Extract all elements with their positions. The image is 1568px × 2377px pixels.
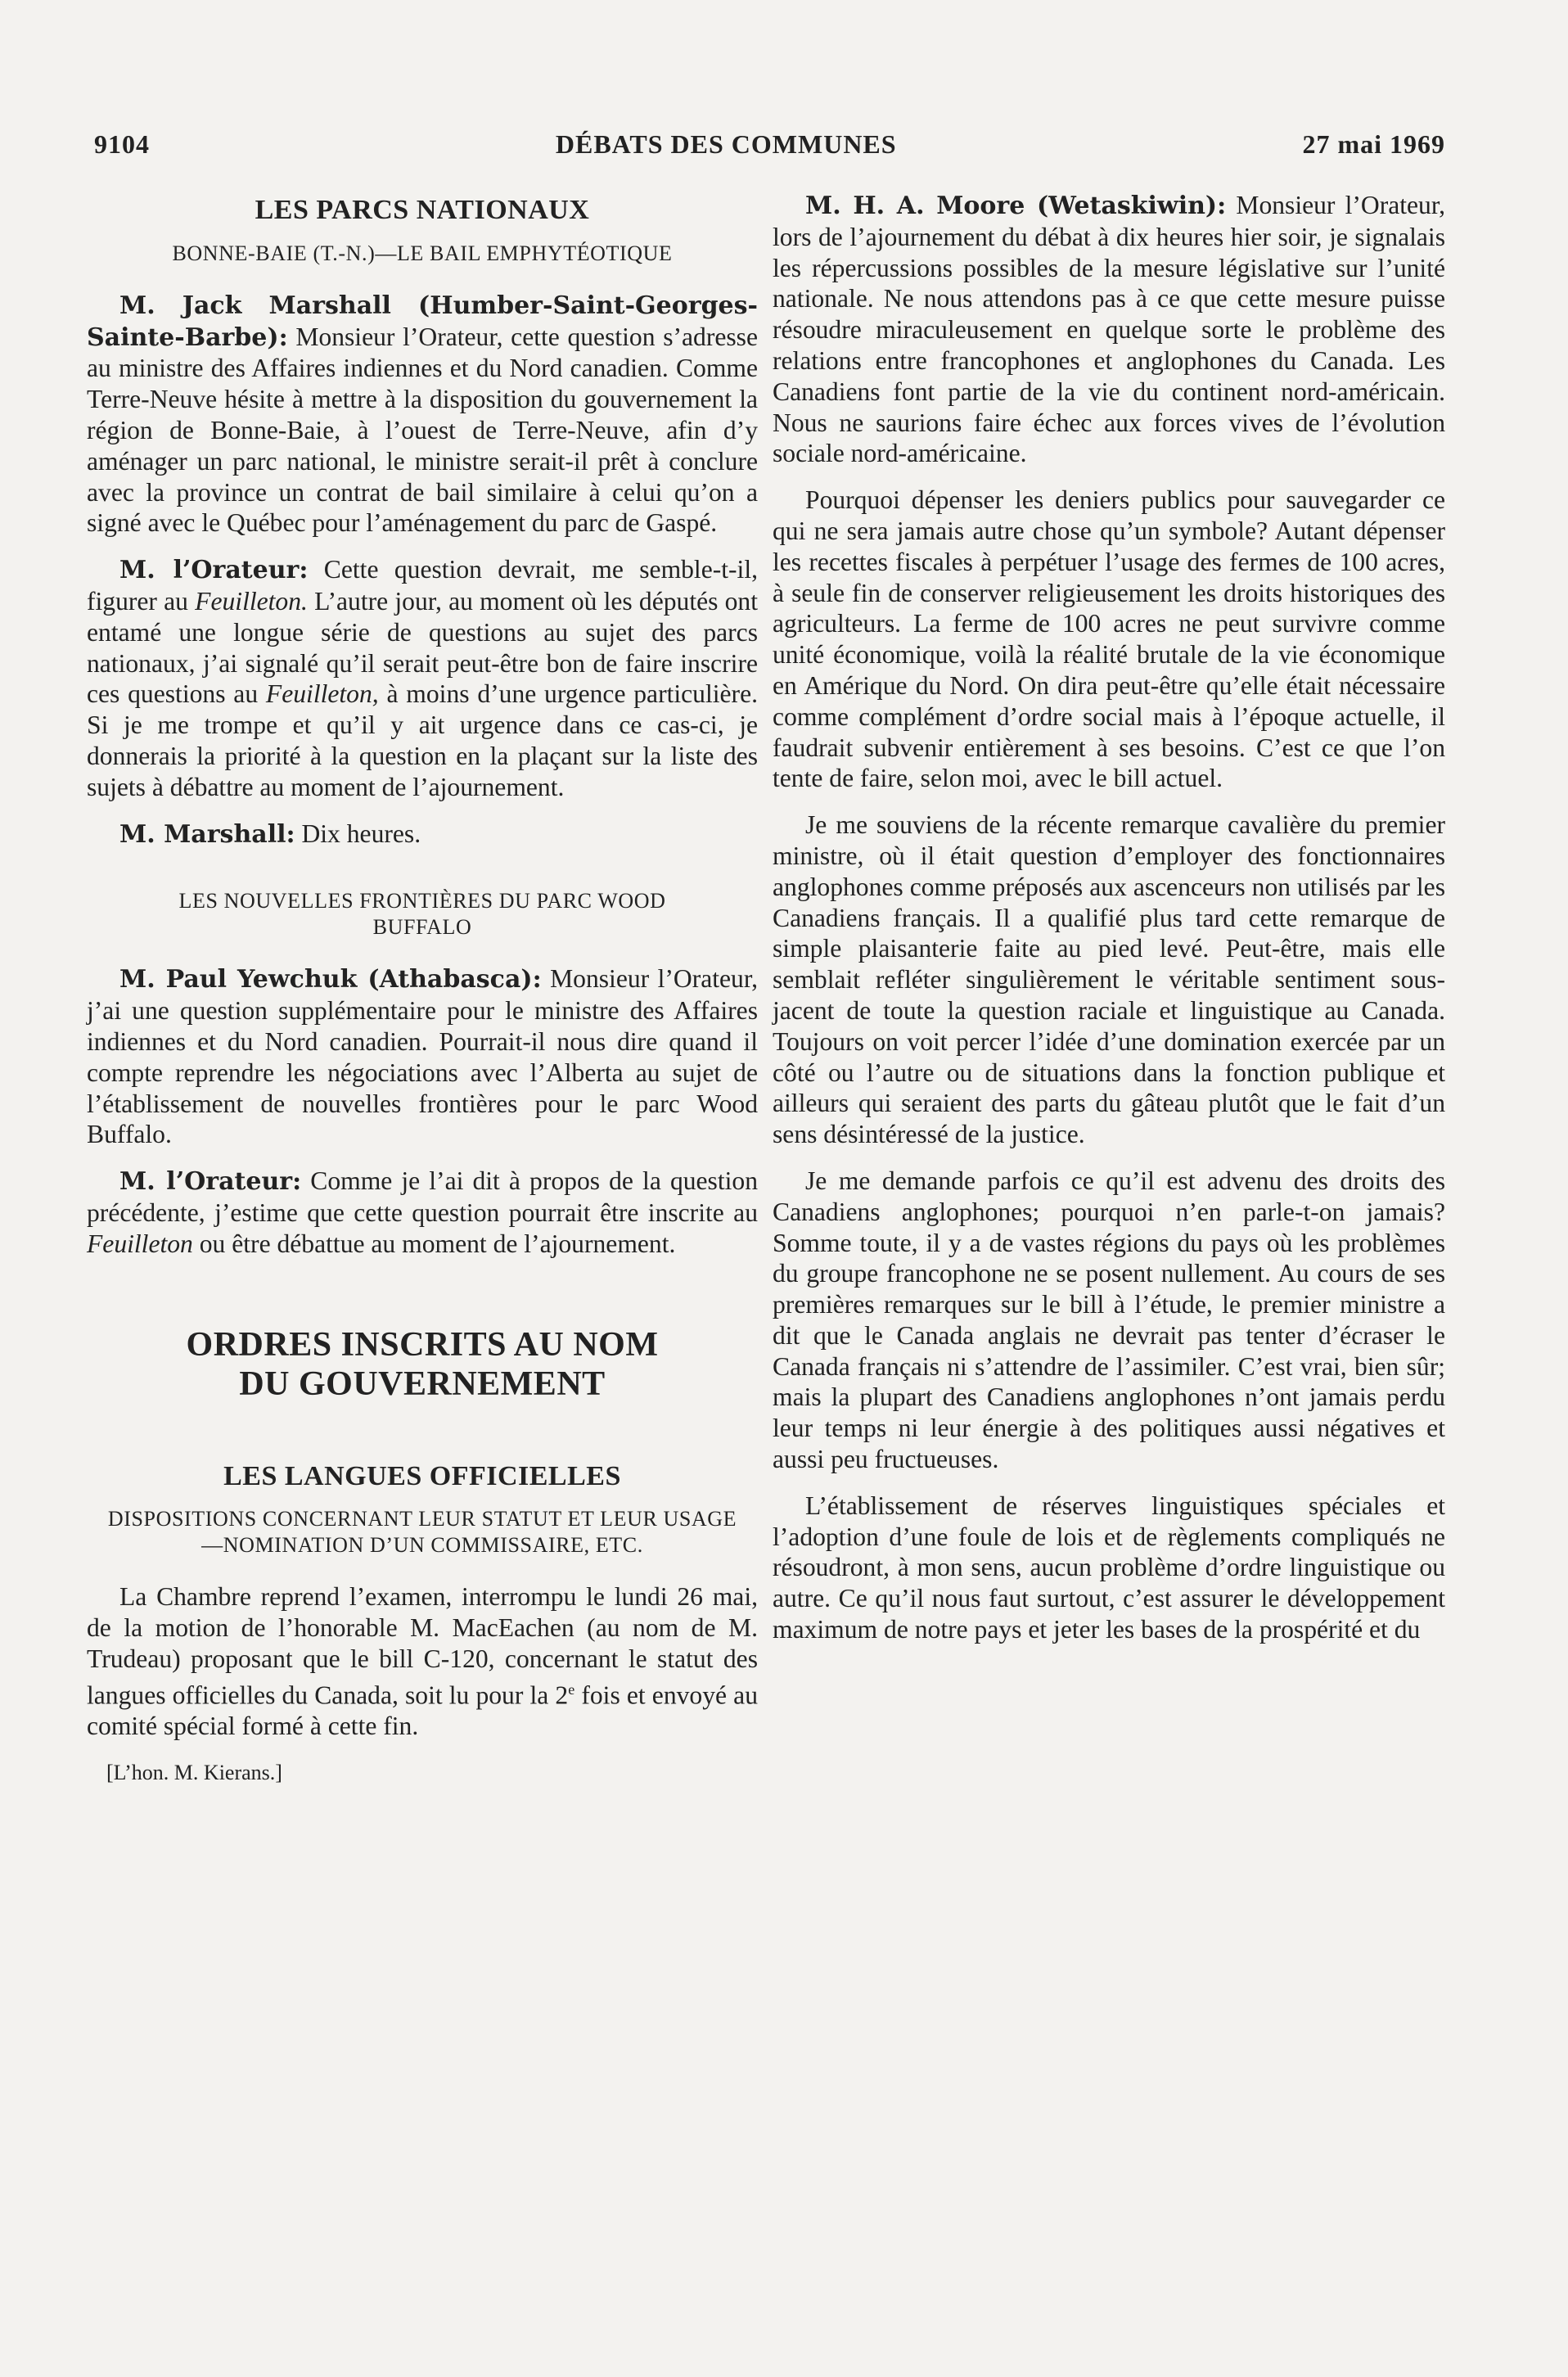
paragraph-marshall bbox=[87, 290, 758, 539]
paragraph-deniers: Pourquoi dépenser les deniers publics pour sauvegarder ce qui ne sera jamais autre chose qu’un symbole? Autant dépenser les recettes fiscales à perpétuer l’usage des fermes de 100 acres, à seule fin de conserver religieusement les droits historiques des agriculteurs. La ferme de 100 acres ne peut survivre comme unité économique, voilà la réalité brutale de la vie économique en Amérique du Nord. On dira peut-être qu’elle était nécessaire comme complément d’ordre social mais à l’époque actuelle, il faudrait subvenir entièrement à ses besoins. C’est ce que l’on tente de faire, selon moi, avec le bill actuel. bbox=[773, 485, 1445, 793]
paragraph-orateur-2 bbox=[87, 1166, 758, 1259]
paragraph-marshall-2 bbox=[87, 819, 758, 850]
major-heading-line-2: DU GOUVERNEMENT bbox=[239, 1364, 606, 1403]
speech-text: Dix heures. bbox=[295, 819, 421, 848]
speaker-name: M. Jack Marshall (Humber-Saint-Georges-Sainte-Barbe): bbox=[87, 291, 758, 352]
speech-text: Cette question devrait, me semble-t-il, figurer au bbox=[87, 555, 759, 616]
paragraph-etablissement: L’établissement de réserves linguistiques spéciales et l’adoption d’une foule de lois et de règlements compliqués ne résoudront, à mon sens, aucun problème d’ordre linguistique ou autre. Ce qu’il nous faut surtout, c’est assurer le développement maximum de notre pays et jeter les bases de la prospérité et du bbox=[773, 1491, 1445, 1644]
paragraph-yewchuk bbox=[87, 963, 758, 1150]
section-heading-parcs: LES PARCS NATIONAUX bbox=[255, 195, 590, 225]
speech-text: L’autre jour, au moment où les députés ont entamé une longue série de questions au sujet des parcs nationaux, j’ai signalé qu’il serait peut-être bon de faire inscrire ces questions au bbox=[87, 586, 758, 709]
subheading-bonne-baie: BONNE-BAIE (T.-N.)—LE BAIL EMPHYTÉOTIQUE bbox=[172, 241, 673, 265]
speech-text: ou être débattue au moment de l’ajournement. bbox=[192, 1229, 676, 1258]
paragraph-orateur-1 bbox=[87, 554, 758, 802]
paragraph-souviens: Je me souviens de la récente remarque cavalière du premier ministre, où il était question d’employer des fonctionnaires anglophones comme préposés aux ascenceurs non utilisés par les Canadiens français. Il a qualifié plus tard cette remarque de simple plaisanterie faite au pied levé. Peut-être, mais elle semblait refléter singulièrement le véritable sentiment sous-jacent de toute la question raciale et linguistique au Canada. Toujours on voit percer l’idée d’une domination exercée par un côté ou l’autre ou de situations dans la fonction publique et ailleurs qui seraient des parts du gâteau plutôt que le fait d’un sens désintéressé de la justice. bbox=[773, 810, 1445, 1149]
page-number: 9104 bbox=[94, 129, 150, 159]
speaker-name: M. Marshall: bbox=[119, 819, 295, 849]
major-heading bbox=[87, 1325, 758, 1404]
page-header bbox=[94, 129, 1445, 170]
italic-text: Feuilleton. bbox=[195, 586, 308, 616]
major-heading-line-1: ORDRES INSCRITS AU NOM bbox=[186, 1325, 659, 1364]
paragraph-demande: Je me demande parfois ce qu’il est advenu des droits des Canadiens anglophones; pourquoi n’en parle-t-on jamais? Somme toute, il y a de vastes régions du pays où les problèmes du groupe francophone ne se posent nullement. Au cours de ses premières remarques sur le bill à l’étude, le premier ministre a dit que le Canada anglais ne devrait pas tenter d’écraser le Canada français ni s’attendre de l’assimiler. C’est vrai, bien sûr; mais la plupart des Canadiens anglophones n’ont jamais perdu leur temps ni leur énergie à des politiques aussi négatives et aussi peu fructueuses. bbox=[773, 1166, 1445, 1474]
italic-text: Feuilleton bbox=[87, 1229, 193, 1258]
italic-text: Feuilleton, bbox=[265, 679, 379, 709]
motion-text: La Chambre reprend l’examen, interrompu le lundi 26 mai, de la motion de l’honorable M. MacEachen (au nom de M. Trudeau) proposant que le bill C-120, concernant le statut des langues officielles du Canada, soit lu pour la 2 bbox=[87, 1582, 758, 1710]
speech-text: Monsieur l’Orateur, cette question s’adresse au ministre des Affaires indiennes et du Nord canadien. Comme Terre-Neuve hésite à mettre à la disposition du gouvernement la région de Bonne-Baie, à l’ouest de Terre-Neuve, afin d’y aménager un parc national, le ministre serait-il prêt à conclure avec la province un contrat de bail similaire à celui qu’on a signé avec le Québec pour l’aménagement du parc de Gaspé. bbox=[87, 322, 758, 538]
speaker-name: M. l’Orateur: bbox=[119, 556, 309, 585]
motion-text: fois et envoyé au comité spécial formé à cette fin. bbox=[87, 1680, 758, 1741]
section-heading-langues: LES LANGUES OFFICIELLES bbox=[223, 1460, 621, 1491]
journal-title: DÉBATS DES COMMUNES bbox=[555, 129, 897, 159]
paragraph-motion bbox=[87, 1581, 758, 1742]
superscript: e bbox=[568, 1680, 575, 1698]
subheading-dispositions: DISPOSITIONS CONCERNANT LEUR STATUT ET LEUR USAGE—NOMINATION D’UN COMMISSAIRE, ETC. bbox=[107, 1507, 737, 1558]
speech-text: à moins d’une urgence particulière. Si je me trompe et qu’il y ait urgence dans ce cas-ci, je donnerais la priorité à la question en la plaçant sur la liste des sujets à débattre au moment de l’ajournement. bbox=[87, 679, 759, 801]
page-date: 27 mai 1969 bbox=[1302, 129, 1445, 159]
left-column bbox=[87, 190, 758, 1804]
speech-text: Monsieur l’Orateur, lors de l’ajournement du débat à dix heures hier soir, je signalais les répercussions possibles de la mesure législative sur l’unité nationale. Ne nous attendons pas à ce que cette mesure puisse résoudre miraculeusement en quelque sorte le problème des relations entre francophones et anglophones du Canada. Les Canadiens font partie de la vie du continent nord-américain. Nous ne saurions faire échec aux forces vives de l’évolution sociale nord-américaine. bbox=[773, 191, 1445, 468]
right-column bbox=[773, 190, 1445, 1661]
paragraph-moore bbox=[773, 190, 1445, 469]
speech-text: Monsieur l’Orateur, j’ai une question supplémentaire pour le ministre des Affaires indiennes et du Nord canadien. Pourrait-il nous dire quand il compte reprendre les négociations avec l’Alberta au sujet de l’établissement de nouvelles frontières pour le parc Wood Buffalo. bbox=[87, 964, 758, 1149]
speaker-name: M. l’Orateur: bbox=[119, 1167, 302, 1197]
speaker-citation: [L’hon. M. Kierans.] bbox=[106, 1760, 282, 1784]
speaker-name: M. H. A. Moore (Wetaskiwin): bbox=[805, 192, 1227, 220]
subheading-wood-buffalo: LES NOUVELLES FRONTIÈRES DU PARC WOOD BUFFALO bbox=[178, 889, 666, 940]
speaker-name: M. Paul Yewchuk (Athabasca): bbox=[119, 965, 542, 995]
speech-text: Comme je l’ai dit à propos de la question précédente, j’estime que cette question pourrait être inscrite au bbox=[87, 1166, 759, 1227]
